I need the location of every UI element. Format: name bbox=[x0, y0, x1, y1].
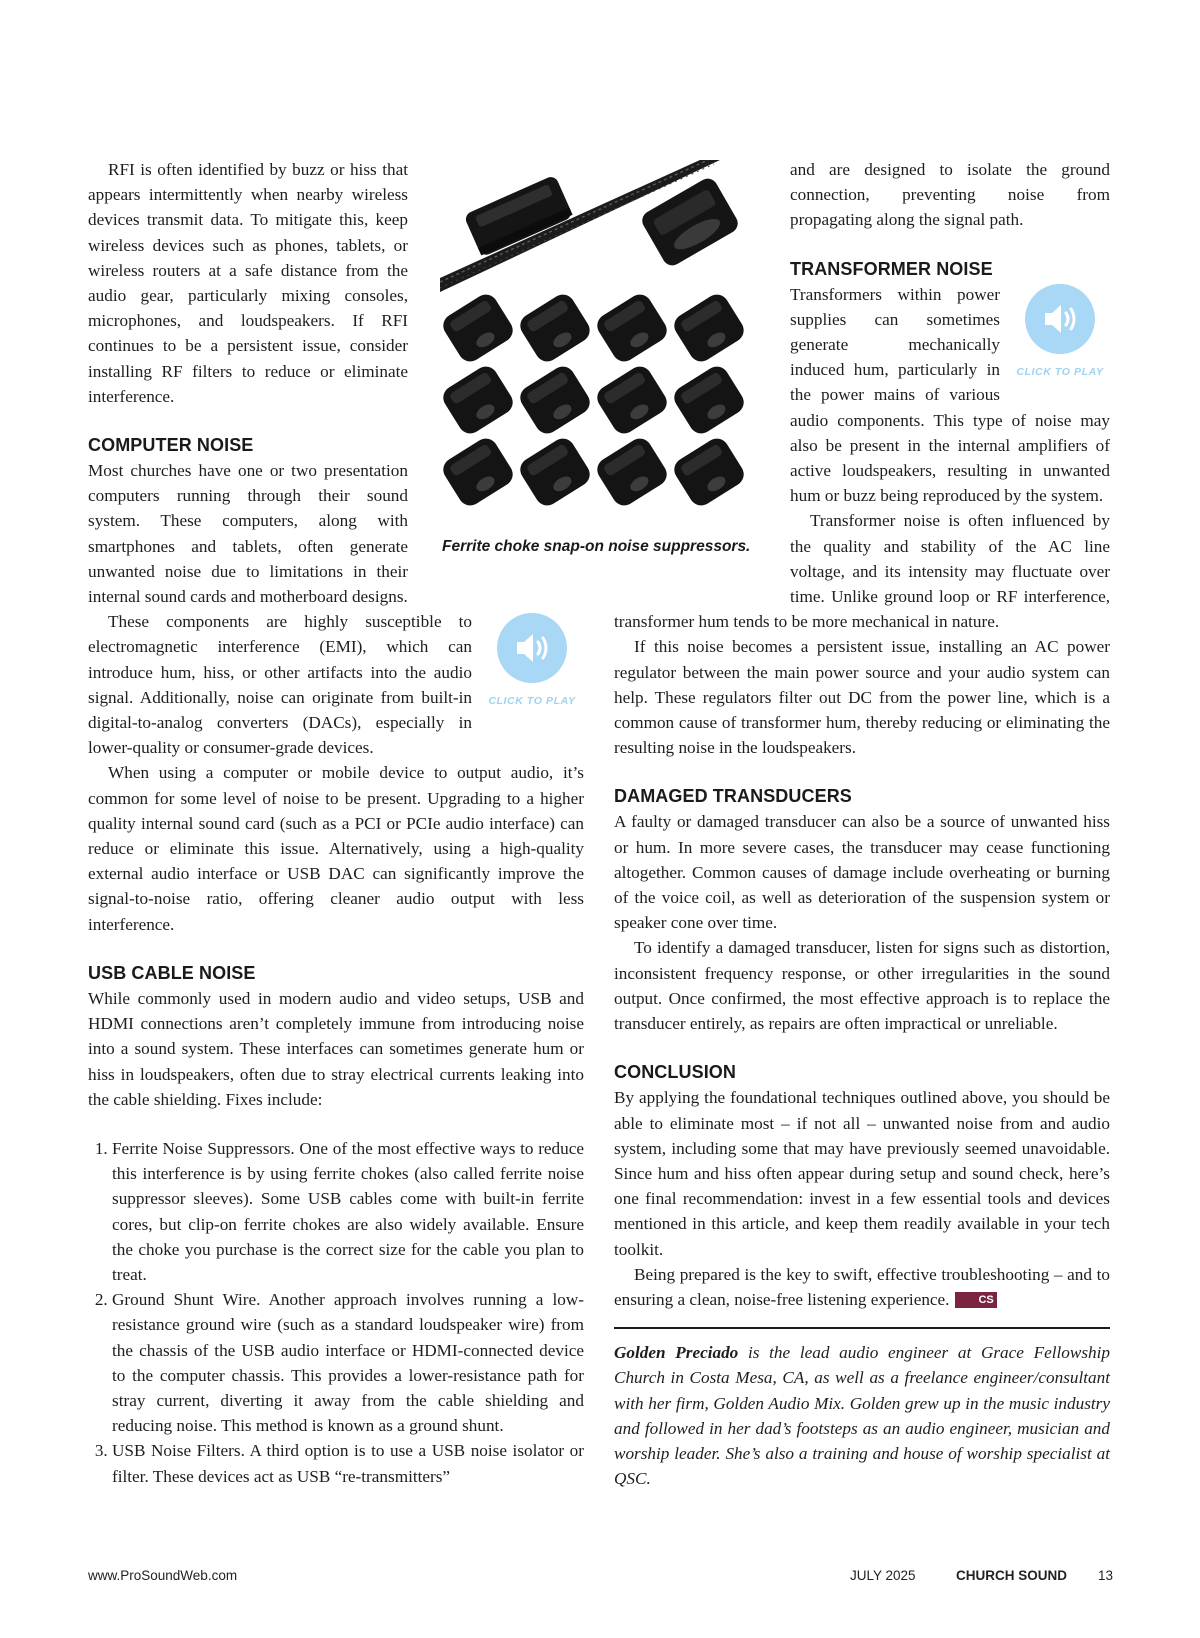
play-label: CLICK TO PLAY bbox=[1016, 365, 1104, 378]
play-button-computer[interactable] bbox=[482, 613, 582, 714]
usb-noise-heading: USB CABLE NOISE bbox=[88, 962, 256, 983]
damaged-paragraph-2: To identify a damaged transducer, listen for signs such as distortion, inconsistent frequency response, or other irregularities in the sound output. Once confirmed, the most effective approach is to replace the transducer entirely, as repairs are often impractical or unreliable. bbox=[614, 938, 1110, 1034]
computer-noise-heading: COMPUTER NOISE bbox=[88, 435, 254, 456]
list-item: 2. Ground Shunt Wire. Another approach involves running a low-resistance ground wire (such as a standard loudspeaker wire) from the chassis of the USB audio interface or HDMI-connected device to the computer chassis. This provides a lower-resistance path for stray current, diverting it away from the cable shielding and reducing noise. This method is known as a ground shunt. bbox=[112, 1287, 584, 1438]
rfi-paragraph: RFI is often identified by buzz or hiss that appears intermittently when nearby wireless devices transmit data. To mitigate this, keep wireless devices such as phones, tablets, or wireless routers at a safe distance from the audio gear, particularly mixing consoles, microphones, and loudspeakers. If RFI continues to be a persistent issue, consider installing RF filters to reduce or eliminate interference. bbox=[88, 160, 408, 406]
conclusion-paragraph-2-text: Being prepared is the key to swift, effective troubleshooting – and to ensuring a clean, noise-free listening experience. bbox=[614, 1264, 1110, 1309]
computer-noise-paragraph-2: These components are highly susceptible to electromagnetic interference (EMI), which can introduce hum, hiss, or other artifacts into the audio signal. Additionally, noise can originate from built-in digital-to-analog converters (DACs), especially in lower-quality or consumer-grade devices. bbox=[88, 612, 472, 758]
bio-divider bbox=[614, 1327, 1110, 1329]
ground-isolator-continuation: and are designed to isolate the ground connection, preventing noise from propagating along the signal path. bbox=[790, 160, 1110, 230]
author-name: Golden Preciado bbox=[614, 1343, 739, 1363]
list-item: 3. USB Noise Filters. A third option is to use a USB noise isolator or filter. These devices act as USB “re-transmitters” bbox=[112, 1438, 584, 1488]
transformer-noise-heading: TRANSFORMER NOISE bbox=[790, 258, 993, 279]
play-button-transformer[interactable] bbox=[1010, 284, 1110, 385]
damaged-transducers-heading: DAMAGED TRANSDUCERS bbox=[614, 786, 852, 807]
author-bio bbox=[614, 1340, 1110, 1491]
footer-website[interactable]: www.ProSoundWeb.com bbox=[88, 1568, 238, 1583]
end-mark-badge: CS bbox=[955, 1292, 996, 1308]
right-column bbox=[614, 157, 1110, 1491]
footer-page-number: 13 bbox=[1098, 1568, 1114, 1583]
transformer-paragraph-3: If this noise becomes a persistent issue, installing an AC power regulator between the main power source and your audio system can help. These regulators filter out DC from the power line, which is a common cause of transformer hum, thereby reducing or eliminating the resulting noise in the loudspeakers. bbox=[614, 637, 1110, 758]
usb-fix-list bbox=[88, 1136, 584, 1489]
conclusion-heading: CONCLUSION bbox=[614, 1062, 736, 1083]
speaker-icon bbox=[1025, 284, 1095, 354]
computer-noise-paragraph-3: When using a computer or mobile device to output audio, it’s common for some level of noise to be present. Upgrading to a higher quality internal sound card (such as a PCI or PCIe audio interface) can reduce or eliminate this issue. Alternatively, using a high-quality external audio interface or USB DAC can significantly improve the signal-to-noise ratio, offering cleaner audio output with less interference. bbox=[88, 763, 584, 934]
usb-noise-paragraph: While commonly used in modern audio and video setups, USB and HDMI connections aren’t completely immune from introducing noise into a sound system. These interfaces can sometimes generate hum or hiss in loudspeakers, often due to stray electrical currents leaking into the cable shielding. Fixes include: bbox=[88, 988, 584, 1109]
transformer-paragraph-1: Transformers within power supplies can sometimes generate mechanically induced hum, particularly in the power mains of various audio components. This type of noise may also be present in the internal amplifiers of active loudspeakers, resulting in unwanted hum or buzz being reproduced by the system. bbox=[790, 284, 1110, 506]
conclusion-paragraph-2 bbox=[614, 1262, 1110, 1312]
conclusion-paragraph-1: By applying the foundational techniques outlined above, you should be able to eliminate most – if not all – unwanted noise from and audio system, including some that may have previously seemed unavoidable. Since hum and hiss often appear during setup and sound check, here’s one final recommendation: invest in a few essential tools and devices mentioned in this article, and keep them readily available in your tech toolkit. bbox=[614, 1088, 1110, 1259]
footer-magazine: CHURCH SOUND bbox=[956, 1568, 1067, 1583]
speaker-icon bbox=[497, 613, 567, 683]
computer-noise-paragraph-1: Most churches have one or two presentation computers running through their sound system. These computers, along with smartphones and tablets, often generate unwanted noise due to limitations in their internal sound cards and motherboard designs. bbox=[88, 461, 408, 607]
photo-caption: Ferrite choke snap-on noise suppressors. bbox=[442, 538, 751, 555]
author-bio-text: is the lead audio engineer at Grace Fellowship Church in Costa Mesa, CA, as well as a freelance engineer/consultant with her firm, Golden Audio Mix. Golden grew up in the music industry and followed in her dad’s footsteps as an audio engineer, musician and worship leader. She’s also a training and house of worship specialist at QSC. bbox=[614, 1343, 1110, 1489]
footer-date: JULY 2025 bbox=[850, 1568, 916, 1583]
transformer-paragraph-2: Transformer noise is often influenced by the quality and stability of the AC line voltage, and its intensity may fluctuate over time. Unlike ground loop or RF interference, transformer hum tends to be more mechanical in nature. bbox=[614, 511, 1110, 632]
play-label: CLICK TO PLAY bbox=[488, 695, 576, 708]
damaged-paragraph-1: A faulty or damaged transducer can also be a source of unwanted hiss or hum. In more severe cases, the transducer may cease functioning altogether. Common causes of damage include overheating or burning of the voice coil, as well as deterioration of the suspension system or speaker cone over time. bbox=[614, 812, 1110, 933]
list-item: 1. Ferrite Noise Suppressors. One of the most effective ways to reduce this interference is by using ferrite chokes (also called ferrite noise suppressor sleeves). Some USB cables come with built-in ferrite cores, but clip-on ferrite chokes are also widely available. Ensure the choke you purchase is the correct size for the cable you plan to treat. bbox=[112, 1136, 584, 1287]
